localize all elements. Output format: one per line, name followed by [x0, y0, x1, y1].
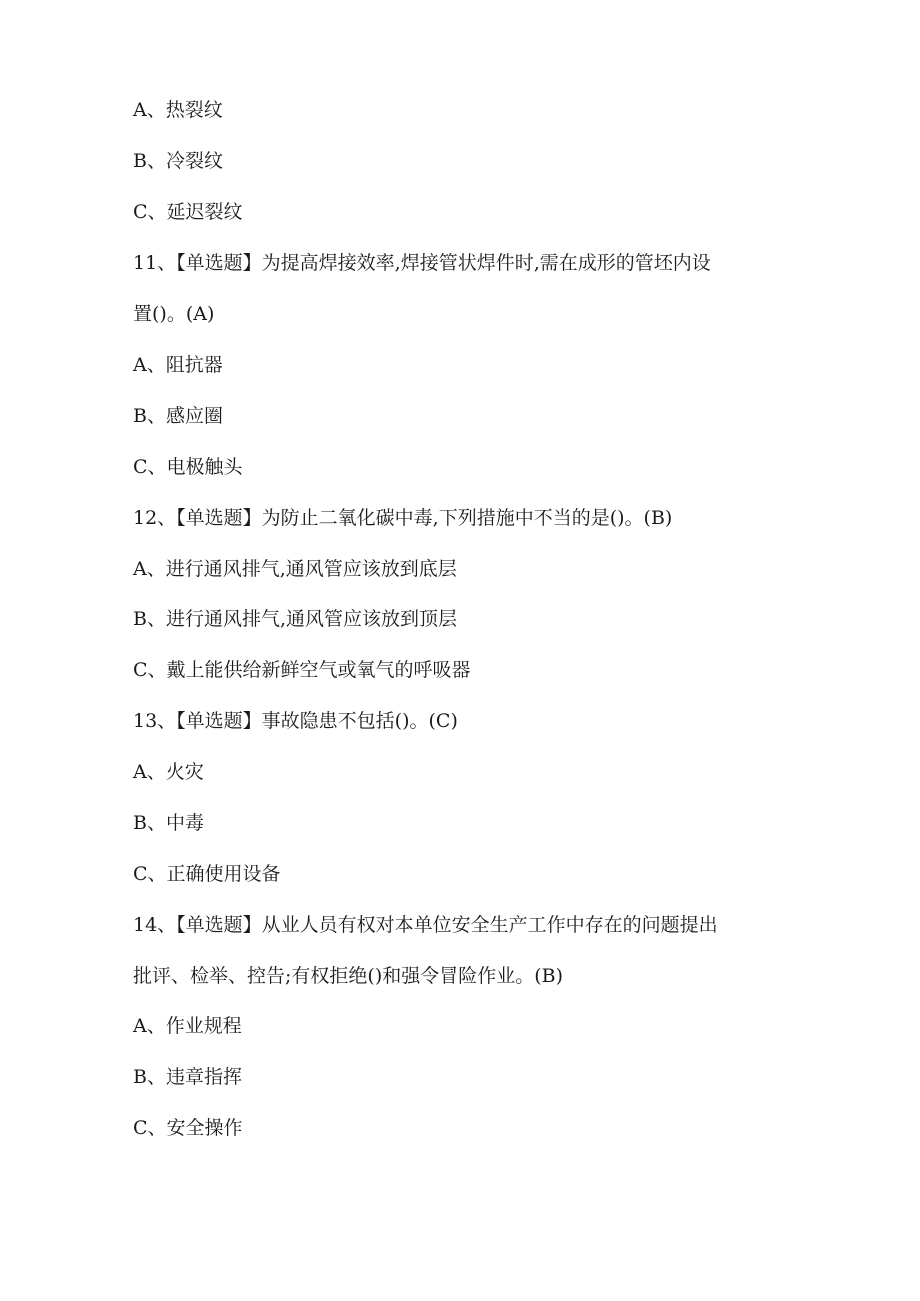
- q14-option-a: A、作业规程: [133, 1015, 242, 1037]
- q11-option-a: A、阻抗器: [133, 354, 223, 376]
- q12-option-a: A、进行通风排气,通风管应该放到底层: [133, 558, 457, 580]
- q14-option-c: C、安全操作: [133, 1117, 243, 1139]
- q12-option-c: C、戴上能供给新鲜空气或氧气的呼吸器: [133, 659, 471, 681]
- q10-option-b: B、冷裂纹: [133, 150, 223, 172]
- q13-option-c: C、正确使用设备: [133, 863, 281, 885]
- q14-question: 14、【单选题】从业人员有权对本单位安全生产工作中存在的问题提出: [133, 914, 718, 936]
- q14-question-cont: 批评、检举、控告;有权拒绝()和强令冒险作业。(B): [133, 965, 564, 987]
- q12-question: 12、【单选题】为防止二氧化碳中毒,下列措施中不当的是()。(B): [133, 507, 673, 529]
- q10-option-c: C、延迟裂纹: [133, 201, 243, 223]
- q11-question-cont: 置()。(A): [133, 303, 215, 325]
- q11-option-b: B、感应圈: [133, 405, 223, 427]
- q13-question: 13、【单选题】事故隐患不包括()。(C): [133, 710, 458, 732]
- q14-option-b: B、违章指挥: [133, 1066, 242, 1088]
- q13-option-b: B、中毒: [133, 812, 204, 834]
- q11-question: 11、【单选题】为提高焊接效率,焊接管状焊件时,需在成形的管坯内设: [133, 252, 711, 274]
- q11-option-c: C、电极触头: [133, 456, 243, 478]
- q12-option-b: B、进行通风排气,通风管应该放到顶层: [133, 608, 458, 630]
- q13-option-a: A、火灾: [133, 761, 204, 783]
- q10-option-a: A、热裂纹: [133, 99, 223, 121]
